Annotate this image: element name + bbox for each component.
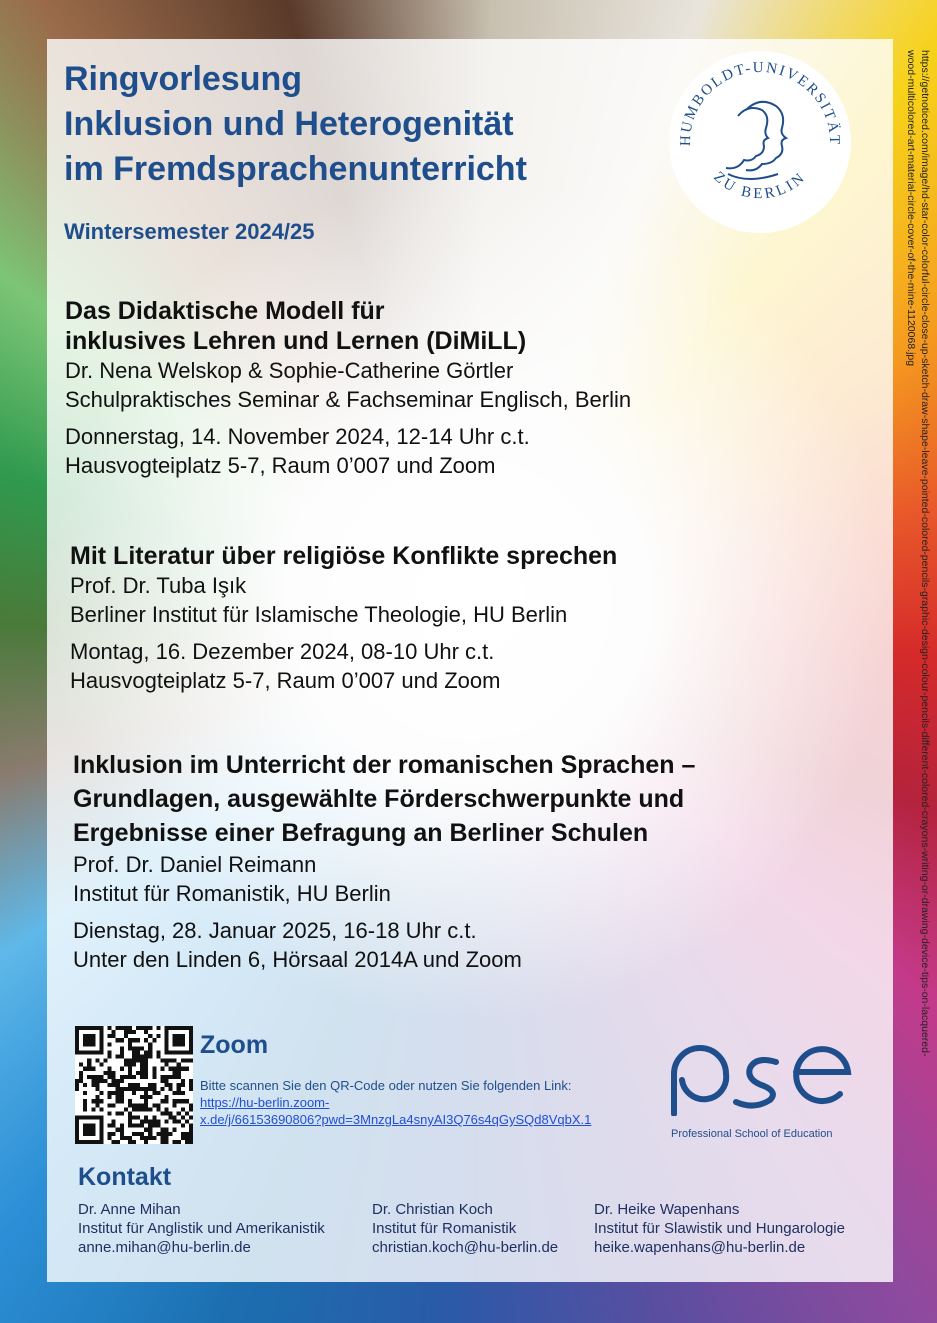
image-credit-line: https://getnoticed.com/image/hd-star-color-colorful-circle-close-up-sketch-draw-shape-leave-pointed-colored-pencils-graphic-design-colour-pencils-different-colored-crayons-writing-or-drawing-device-tips-on-lacquered- bbox=[919, 50, 931, 1057]
contact-name: Dr. Anne Mihan bbox=[78, 1201, 181, 1218]
contact-email[interactable]: heike.wapenhans@hu-berlin.de bbox=[594, 1239, 806, 1256]
contact-name: Dr. Heike Wapenhans bbox=[594, 1201, 740, 1218]
event-title-line: Das Didaktische Modell für bbox=[65, 297, 385, 325]
title-line: Inklusion und Heterogenität bbox=[64, 105, 514, 143]
semester-label: Wintersemester 2024/25 bbox=[64, 219, 315, 244]
event-date: Donnerstag, 14. November 2024, 12-14 Uhr c.t. bbox=[65, 424, 530, 449]
image-credit bbox=[902, 50, 932, 1280]
zoom-heading: Zoom bbox=[200, 1031, 269, 1059]
event-affiliation: Institut für Romanistik, HU Berlin bbox=[73, 881, 391, 906]
svg-text:ZU BERLIN: ZU BERLIN bbox=[710, 168, 810, 203]
contact-email[interactable]: christian.koch@hu-berlin.de bbox=[372, 1239, 559, 1256]
event-date: Montag, 16. Dezember 2024, 08-10 Uhr c.t. bbox=[70, 639, 495, 664]
event-date: Dienstag, 28. Januar 2025, 16-18 Uhr c.t. bbox=[73, 918, 477, 943]
event-speakers: Prof. Dr. Daniel Reimann bbox=[73, 852, 317, 877]
contact-institute: Institut für Anglistik und Amerikanistik bbox=[78, 1220, 325, 1237]
event-place: Hausvogteiplatz 5-7, Raum 0’007 und Zoom bbox=[65, 453, 496, 478]
page-title bbox=[64, 57, 527, 192]
zoom-link[interactable] bbox=[200, 1094, 591, 1128]
event-affiliation: Berliner Institut für Islamische Theologie, HU Berlin bbox=[70, 602, 568, 627]
hu-seal-logo bbox=[668, 50, 852, 234]
event-2 bbox=[70, 541, 617, 695]
svg-text:HUMBOLDT-UNIVERSITÄT: HUMBOLDT-UNIVERSITÄT bbox=[677, 59, 843, 147]
kontakt-heading: Kontakt bbox=[78, 1163, 172, 1191]
title-line: Ringvorlesung bbox=[64, 60, 303, 98]
event-title-line: Ergebnisse einer Befragung an Berliner Schulen bbox=[73, 819, 649, 847]
event-title-line: Mit Literatur über religiöse Konflikte sprechen bbox=[70, 542, 618, 570]
zoom-link-line[interactable]: https://hu-berlin.zoom- bbox=[200, 1095, 330, 1110]
event-speakers: Dr. Nena Welskop & Sophie-Catherine Görtler bbox=[65, 358, 514, 383]
event-place: Hausvogteiplatz 5-7, Raum 0’007 und Zoom bbox=[70, 668, 501, 693]
image-credit-line: wood-multicolored-art-material-circle-cover-of-the-mine-1120068.jpg bbox=[905, 50, 917, 367]
event-1 bbox=[65, 296, 631, 480]
contact-card bbox=[372, 1200, 558, 1257]
contact-name: Dr. Christian Koch bbox=[372, 1201, 493, 1218]
qr-code[interactable] bbox=[75, 1026, 193, 1144]
title-line: im Fremdsprachenunterricht bbox=[64, 150, 527, 188]
contact-card bbox=[78, 1200, 325, 1257]
event-speakers: Prof. Dr. Tuba Işık bbox=[70, 573, 247, 598]
zoom-link-line[interactable]: x.de/j/66153690806?pwd=3MnzgLa4snyAI3Q76s4qGySQd8VqbX.1 bbox=[200, 1112, 592, 1127]
contact-institute: Institut für Slawistik und Hungarologie bbox=[594, 1220, 845, 1237]
contact-card bbox=[594, 1200, 845, 1257]
event-title-line: inklusives Lehren und Lernen (DiMiLL) bbox=[65, 327, 527, 355]
pse-logo bbox=[666, 1036, 861, 1116]
event-title-line: Grundlagen, ausgewählte Förderschwerpunkte und bbox=[73, 785, 685, 813]
event-title-line: Inklusion im Unterricht der romanischen Sprachen – bbox=[73, 751, 696, 779]
contact-institute: Institut für Romanistik bbox=[372, 1220, 517, 1237]
event-affiliation: Schulpraktisches Seminar & Fachseminar Englisch, Berlin bbox=[65, 387, 632, 412]
zoom-instructions: Bitte scannen Sie den QR-Code oder nutzen Sie folgenden Link: bbox=[200, 1078, 572, 1093]
pse-label: Professional School of Education bbox=[671, 1128, 833, 1140]
event-place: Unter den Linden 6, Hörsaal 2014A und Zoom bbox=[73, 947, 522, 972]
event-3 bbox=[73, 748, 695, 974]
contact-email[interactable]: anne.mihan@hu-berlin.de bbox=[78, 1239, 251, 1256]
